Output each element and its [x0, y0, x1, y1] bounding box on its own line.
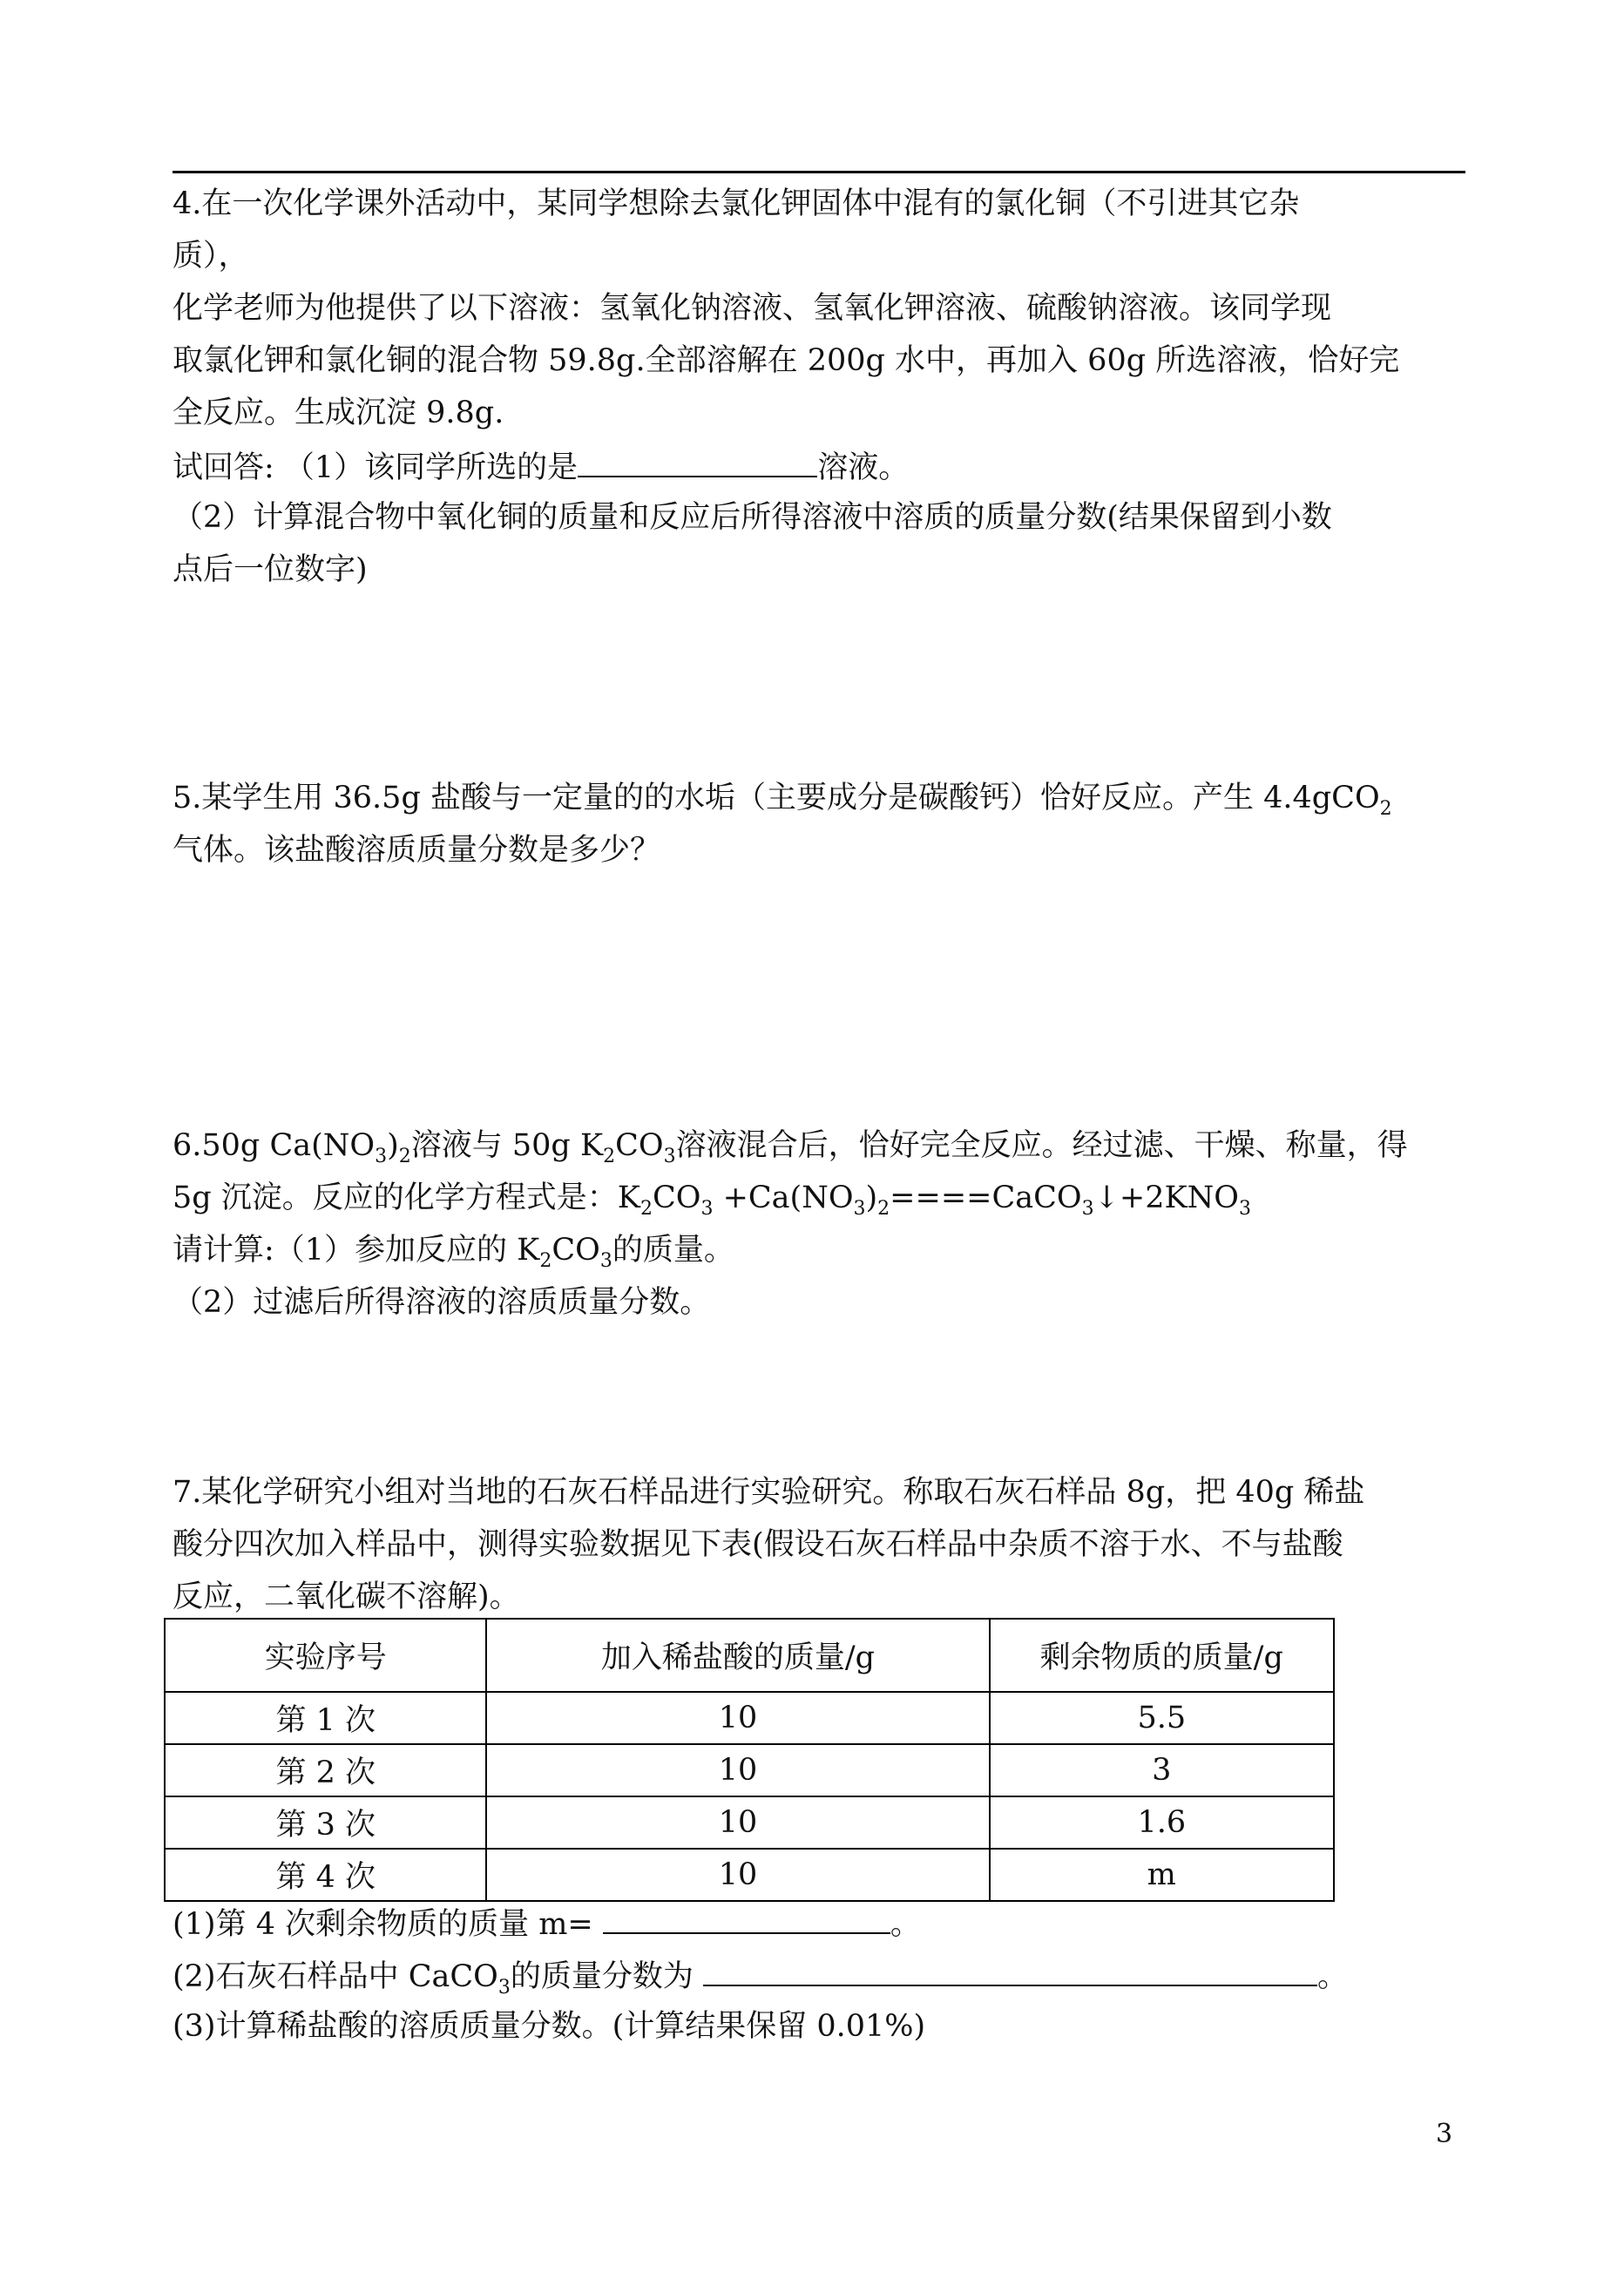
q6-text: ====CaCO	[890, 1180, 1082, 1215]
subscript: 3	[663, 1146, 676, 1167]
subscript: 2	[603, 1146, 616, 1167]
subscript: 2	[877, 1198, 890, 1220]
subscript: 3	[700, 1198, 714, 1220]
table-cell: 第 3 次	[165, 1796, 486, 1849]
q4-line: 全反应。生成沉淀 9.8g.	[173, 396, 504, 430]
q4-suffix: 溶液。	[817, 450, 910, 485]
subscript: 2	[639, 1198, 653, 1220]
q6-line	[173, 1224, 1465, 1276]
q6-text: 请计算:（1）参加反应的 K	[173, 1233, 540, 1268]
q4-line: 点后一位数字)	[173, 552, 368, 587]
subscript: 3	[1081, 1198, 1094, 1220]
q6-line	[173, 1119, 1465, 1172]
q6-text: 6.50g Ca(NO	[173, 1128, 376, 1163]
q4-line: 取氯化钾和氯化铜的混合物 59.8g.全部溶解在 200g 水中，再加入 60g 所选溶液，恰好完	[173, 343, 1400, 378]
q4-prompt: 试回答: （1）该同学所选的是	[173, 450, 579, 485]
answer-blank[interactable]	[578, 439, 817, 477]
q6-text: 溶液混合后，恰好完全反应。经过滤、干燥、称量，得	[675, 1128, 1408, 1163]
table-row	[165, 1744, 1334, 1796]
table-cell: 第 1 次	[165, 1692, 486, 1744]
table-row	[165, 1849, 1334, 1901]
question-6	[173, 1119, 1465, 1329]
q6-text: CO	[615, 1128, 664, 1163]
subscript: 2	[1379, 798, 1392, 820]
table-cell: 10	[486, 1849, 989, 1901]
page-number: 3	[1436, 2119, 1453, 2149]
q6-line: （2）过滤后所得溶液的溶质质量分数。	[173, 1285, 711, 1320]
q7-line: 反应，二氧化碳不溶解)。	[173, 1579, 520, 1614]
question-5	[173, 772, 1465, 876]
q5-line	[173, 772, 1465, 824]
q6-text: CO	[652, 1180, 701, 1215]
table-cell: 第 2 次	[165, 1744, 486, 1796]
q4-line: 化学老师为他提供了以下溶液：氢氧化钠溶液、氢氧化钾溶液、硫酸钠溶液。该同学现	[173, 291, 1332, 326]
q6-text: )	[865, 1180, 878, 1215]
table-header: 加入稀盐酸的质量/g	[486, 1619, 989, 1692]
q7-sub3: (3)计算稀盐酸的溶质质量分数。(计算结果保留 0.01%)	[173, 2009, 926, 2044]
subscript: 2	[398, 1146, 411, 1167]
table-cell: 10	[486, 1796, 989, 1849]
table-cell: 第 4 次	[165, 1849, 486, 1901]
table-cell: 10	[486, 1692, 989, 1744]
table-row	[165, 1692, 1334, 1744]
top-rule	[173, 171, 1465, 173]
table-header-row	[165, 1619, 1334, 1692]
table-cell: 3	[990, 1744, 1334, 1796]
answer-blank[interactable]	[603, 1896, 890, 1934]
question-7-subquestions	[173, 1896, 1465, 2053]
q7-line: 7.某化学研究小组对当地的石灰石样品进行实验研究。称取石灰石样品 8g，把 40g 稀盐	[173, 1475, 1365, 1510]
table-cell: m	[990, 1849, 1334, 1901]
q6-text: )	[387, 1128, 399, 1163]
q6-equation-line	[173, 1172, 1465, 1224]
q7-sub2	[173, 1948, 1465, 2000]
q7-text: 的质量分数为	[510, 1959, 703, 1994]
subscript: 3	[599, 1250, 612, 1272]
q4-line-answer	[173, 439, 1465, 491]
q7-line: 酸分四次加入样品中，测得实验数据见下表(假设石灰石样品中杂质不溶于水、不与盐酸	[173, 1527, 1343, 1562]
question-7	[173, 1466, 1465, 1623]
q6-text: +Ca(NO	[713, 1180, 854, 1215]
q6-text: ↓+2KNO	[1093, 1180, 1239, 1215]
table-header: 实验序号	[165, 1619, 486, 1692]
q5-line: 气体。该盐酸溶质质量分数是多少？	[173, 833, 661, 868]
table-cell: 5.5	[990, 1692, 1334, 1744]
subscript: 2	[539, 1250, 552, 1272]
q7-text: 。	[890, 1907, 921, 1942]
table-cell: 1.6	[990, 1796, 1334, 1849]
table-cell: 10	[486, 1744, 989, 1796]
q6-text: 5g 沉淀。反应的化学方程式是：K	[173, 1180, 640, 1215]
table-row	[165, 1796, 1334, 1849]
q5-text: 5.某学生用 36.5g 盐酸与一定量的的水垢（主要成分是碳酸钙）恰好反应。产生 4.4gCO	[173, 781, 1380, 815]
answer-blank[interactable]	[703, 1948, 1317, 1986]
q7-sub1	[173, 1896, 1465, 1948]
question-4	[173, 178, 1465, 596]
q6-text: CO	[551, 1233, 600, 1268]
subscript: 3	[497, 1977, 511, 1999]
subscript: 3	[375, 1146, 388, 1167]
subscript: 3	[853, 1198, 866, 1220]
q4-line: 质），	[173, 239, 249, 274]
q4-line: 4.在一次化学课外活动中，某同学想除去氯化钾固体中混有的氯化铜（不引进其它杂	[173, 186, 1300, 221]
q6-text: 溶液与 50g K	[410, 1128, 604, 1163]
experiment-data-table	[164, 1618, 1335, 1902]
q7-text: 。	[1316, 1959, 1348, 1994]
q7-text: (2)石灰石样品中 CaCO	[173, 1959, 498, 1994]
q4-line: （2）计算混合物中氧化铜的质量和反应后所得溶液中溶质的质量分数(结果保留到小数	[173, 500, 1332, 535]
q7-text: (1)第 4 次剩余物质的质量 m=	[173, 1907, 603, 1942]
subscript: 3	[1239, 1198, 1251, 1220]
q6-text: 的质量。	[612, 1233, 734, 1268]
table-header: 剩余物质的质量/g	[990, 1619, 1334, 1692]
